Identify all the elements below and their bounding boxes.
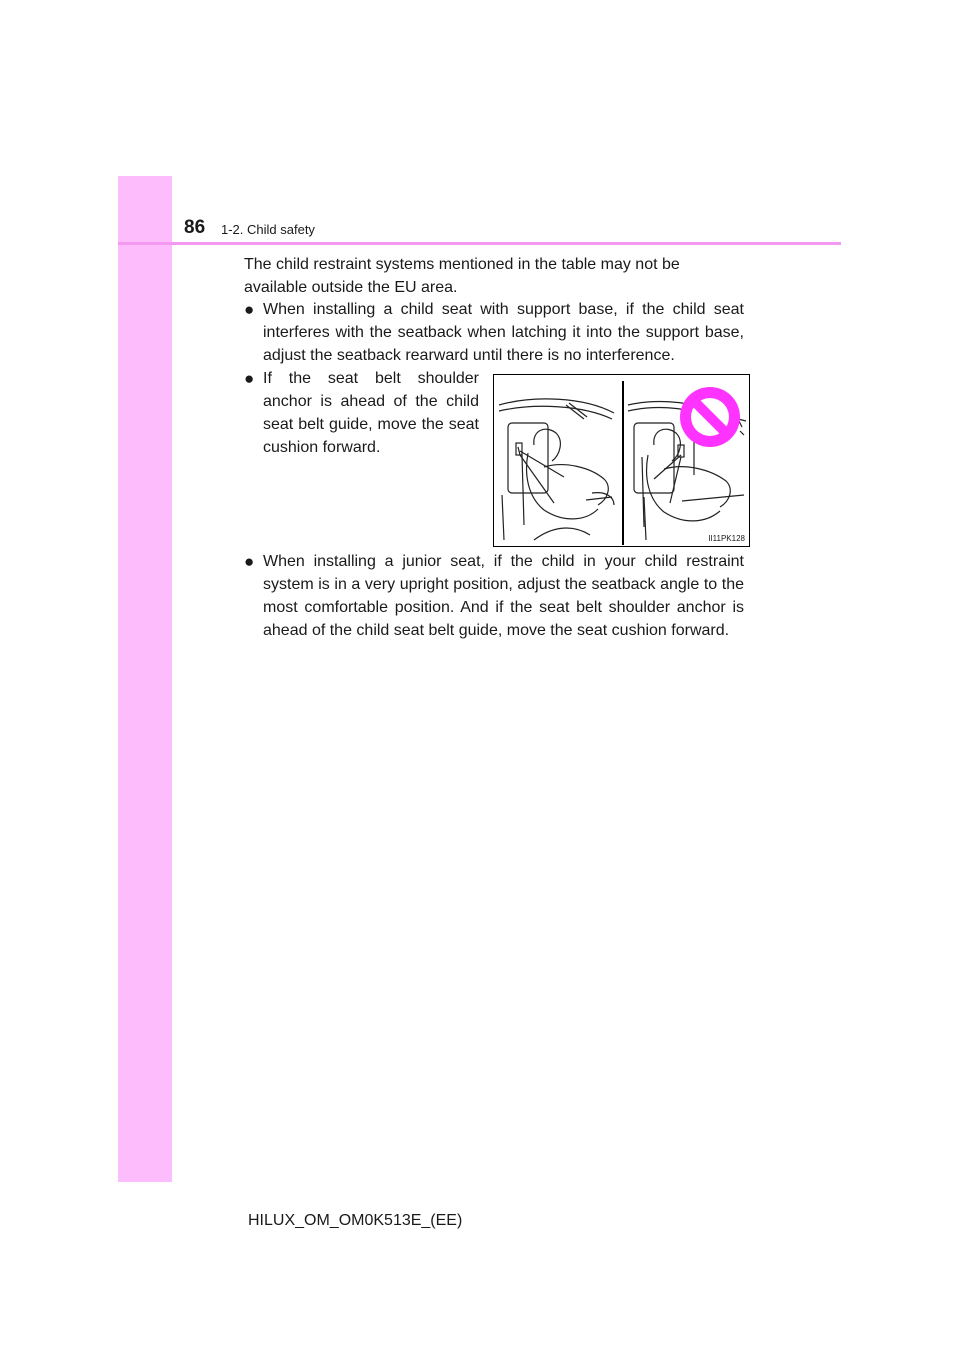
bullet-text: If the seat belt shoulder anchor is ahead of the child seat belt guide, move the seat cushion forward. <box>263 370 479 456</box>
bullet-text: When installing a junior seat, if the child in your child restraint system is in a very upright position, adjust the seatback angle to the most comfortable position. And if the seat belt shoulder anchor is ahead of the child seat belt guide, move the seat cushion forward. <box>263 553 744 639</box>
illustration-drawing <box>494 375 751 548</box>
page-number: 86 <box>184 217 206 238</box>
bullet-item <box>244 298 744 367</box>
seat-belt-illustration <box>493 374 750 547</box>
document-code: HILUX_OM_OM0K513E_(EE) <box>248 1212 463 1229</box>
bullet-item <box>244 550 744 642</box>
bullet-item <box>244 367 479 459</box>
intro-paragraph: The child restraint systems mentioned in the table may not be available outside the EU area. <box>244 256 680 296</box>
bullet-marker: ● <box>244 300 255 319</box>
header-rule <box>118 242 841 245</box>
figure-code: II11PK128 <box>708 534 745 543</box>
bullet-marker: ● <box>244 369 255 388</box>
correct-position-drawing <box>499 399 614 540</box>
bullet-marker: ● <box>244 552 255 571</box>
prohibited-icon <box>680 387 740 447</box>
section-title: 1-2. Child safety <box>221 222 315 237</box>
bullet-text: When installing a child seat with support base, if the child seat interferes with the seatback when latching it into the support base, adjust the seatback rearward until there is no interference. <box>263 301 744 364</box>
side-color-band <box>118 176 172 1182</box>
